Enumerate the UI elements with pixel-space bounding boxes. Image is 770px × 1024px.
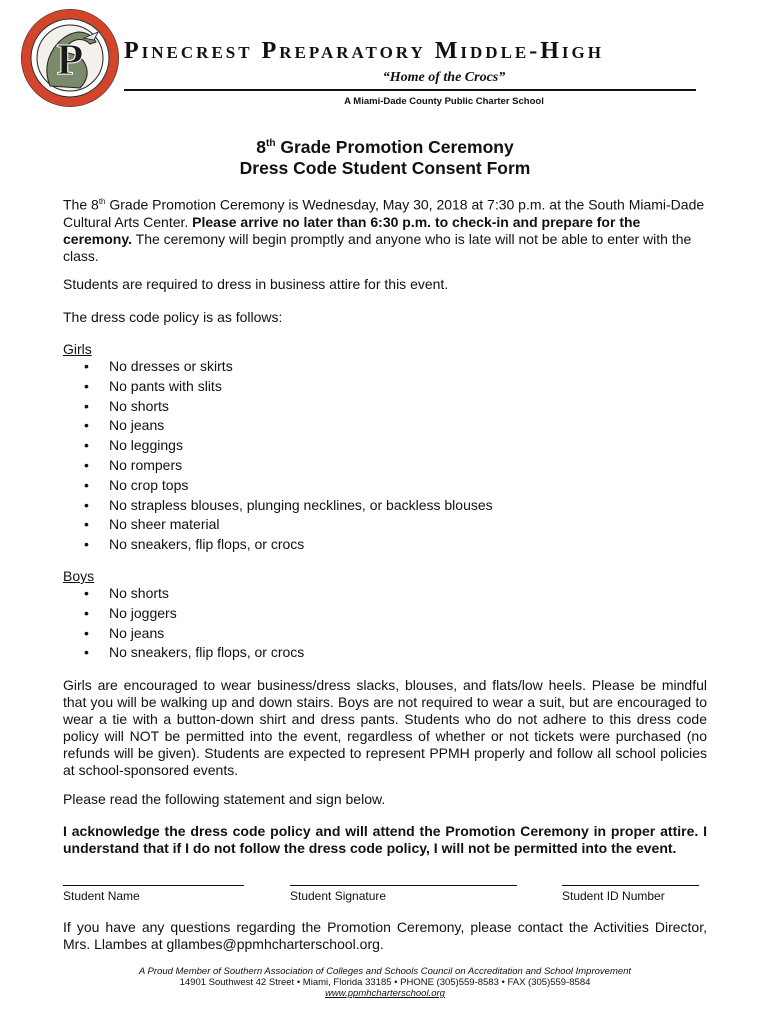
bullet-icon: • <box>84 644 89 661</box>
student-signature-line[interactable] <box>290 885 517 886</box>
intro-text-end: The ceremony will begin promptly and anyone who is late will not be able to enter with the class. <box>63 230 692 264</box>
girls-rule-text: No leggings <box>109 437 183 454</box>
bullet-icon: • <box>84 417 89 434</box>
boys-rule-item <box>84 604 304 624</box>
header-divider <box>124 89 696 91</box>
intro-superscript: th <box>98 197 106 206</box>
girls-rule-item <box>84 436 493 456</box>
school-name: Pinecrest Preparatory Middle-High <box>124 38 604 64</box>
boys-rule-text: No sneakers, flip flops, or crocs <box>109 644 305 661</box>
boys-rule-text: No joggers <box>109 604 177 621</box>
crocodile-emblem-icon <box>20 8 120 108</box>
girls-rule-text: No crop tops <box>109 476 189 493</box>
girls-rule-text: No strapless blouses, plunging necklines, or backless blouses <box>109 496 493 513</box>
bullet-icon: • <box>84 397 89 414</box>
girls-rule-item <box>84 397 493 417</box>
footer-website-link[interactable]: www.ppmhcharterschool.org <box>325 988 445 999</box>
girls-rule-item <box>84 535 493 555</box>
girls-rule-item <box>84 496 493 516</box>
intro-text-date: Grade Promotion Ceremony is Wednesday, May 30, 2018 at 7:30 p.m. at the South Miami-Dade Cultural Arts Center. <box>63 196 705 230</box>
boys-rule-text: No jeans <box>109 624 165 641</box>
bullet-icon: • <box>84 476 89 493</box>
footer-address: 14901 Southwest 42 Street • Miami, Florida 33185 • PHONE (305)559-8583 • FAX (305)559-8584 <box>179 977 591 988</box>
girls-heading: Girls <box>63 341 92 357</box>
student-name-line[interactable] <box>63 885 244 886</box>
bullet-icon: • <box>84 536 89 553</box>
bullet-icon: • <box>84 604 89 621</box>
girls-rule-item <box>84 456 493 476</box>
bullet-icon: • <box>84 456 89 473</box>
acknowledgement-statement: I acknowledge the dress code policy and will attend the Promotion Ceremony in proper attire. I understand that if I do not follow the dress code policy, I will not be permitted into the event. <box>63 823 707 856</box>
girls-rule-text: No jeans <box>109 417 165 434</box>
girls-rule-text: No sheer material <box>109 516 220 533</box>
policy-intro-text: The dress code policy is as follows: <box>63 309 283 325</box>
bullet-icon: • <box>84 516 89 533</box>
girls-rule-item <box>84 377 493 397</box>
title-line-2: Dress Code Student Consent Form <box>239 157 531 178</box>
girls-rule-item <box>84 476 493 496</box>
bullet-icon: • <box>84 624 89 641</box>
girls-rule-item <box>84 416 493 436</box>
girls-rule-item <box>84 357 493 377</box>
girls-rule-text: No rompers <box>109 456 183 473</box>
form-title <box>0 133 770 179</box>
boys-rule-item <box>84 584 304 604</box>
girls-rule-text: No pants with slits <box>109 377 222 394</box>
student-signature-label: Student Signature <box>290 889 387 903</box>
student-name-label: Student Name <box>63 889 140 903</box>
girls-rules-list <box>84 357 493 555</box>
boys-rule-text: No shorts <box>109 585 169 601</box>
girls-rule-text: No shorts <box>109 397 169 414</box>
footer-accreditation: A Proud Member of Southern Association of Colleges and Schools Council on Accreditation and School Improvement <box>138 966 632 977</box>
read-statement-text: Please read the following statement and sign below. <box>63 791 386 807</box>
title-superscript: th <box>266 138 276 149</box>
title-line-1 <box>0 133 770 158</box>
student-id-label: Student ID Number <box>562 889 665 903</box>
bullet-icon: • <box>84 585 89 601</box>
business-attire-text: Students are required to dress in business attire for this event. <box>63 276 449 292</box>
bullet-icon: • <box>84 377 89 394</box>
intro-text-start: The 8 <box>63 196 99 213</box>
title-ceremony: Grade Promotion Ceremony <box>275 136 514 157</box>
svg-text:P: P <box>56 35 84 84</box>
bullet-icon: • <box>84 358 89 374</box>
bullet-icon: • <box>84 496 89 513</box>
title-grade: 8 <box>256 136 267 157</box>
intro-paragraph <box>63 193 707 265</box>
girls-rule-text: No dresses or skirts <box>109 358 233 374</box>
boys-rule-item <box>84 643 304 663</box>
boys-rules-list <box>84 584 304 663</box>
contact-paragraph: If you have any questions regarding the Promotion Ceremony, please contact the Activities Director, Mrs. Llambes at gllambes@ppmhcharterschool.org. <box>63 919 707 952</box>
school-tagline: “Home of the Crocs” <box>382 70 506 85</box>
boys-heading: Boys <box>63 568 95 584</box>
intro-arrival-notice: Please arrive no later than 6:30 p.m. to check-in and prepare for the ceremony. <box>63 213 641 247</box>
bullet-icon: • <box>84 437 89 454</box>
school-subtitle: A Miami-Dade County Public Charter School <box>344 96 544 107</box>
boys-rule-item <box>84 624 304 644</box>
school-logo <box>20 8 120 108</box>
guidance-paragraph: Girls are encouraged to wear business/dress slacks, blouses, and flats/low heels. Please be mindful that you will be walking up and down stairs. Boys are not required to wear a suit, but are encouraged to wear a tie with a button-down shirt and dress pants. Students who do not adhere to this dress code policy will NOT be permitted into the event, regardless of whether or not tickets were purchased (no refunds will be given). Students are expected to represent PPMH properly and follow all school policies at school-sponsored events. <box>63 677 707 778</box>
girls-rule-text: No sneakers, flip flops, or crocs <box>109 536 305 553</box>
student-id-line[interactable] <box>562 885 699 886</box>
girls-rule-item <box>84 515 493 535</box>
